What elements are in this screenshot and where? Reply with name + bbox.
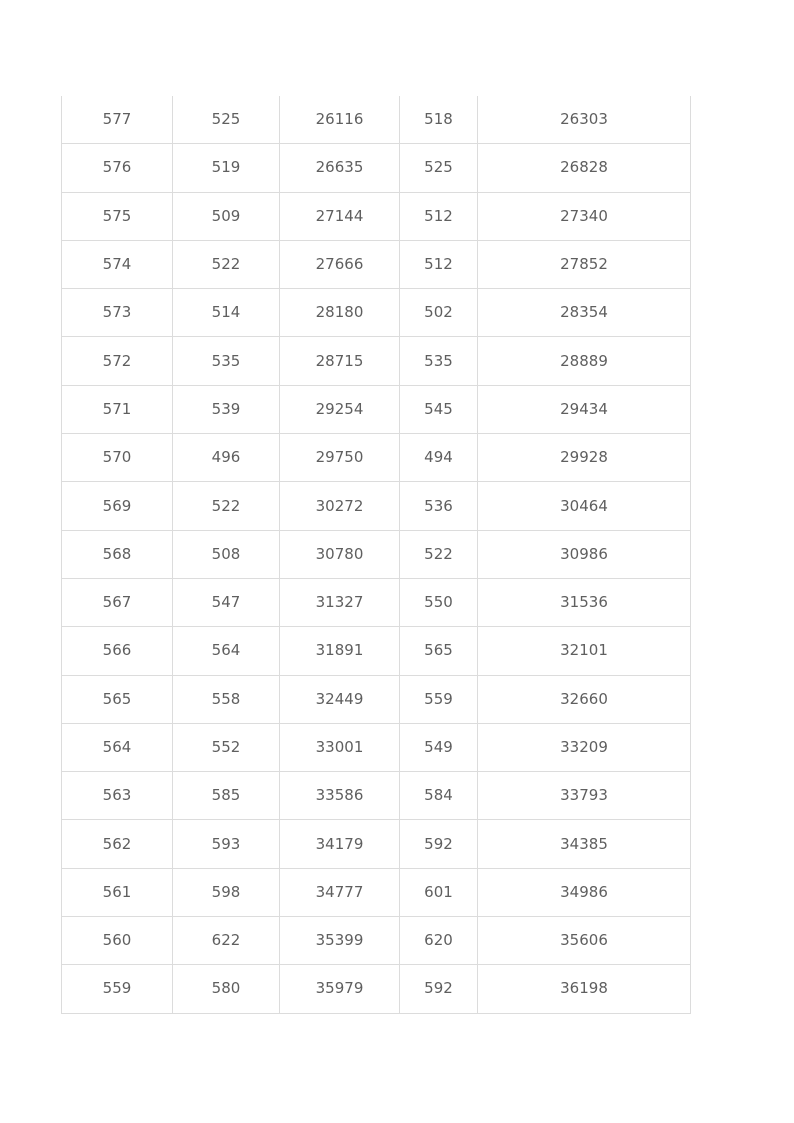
table-row	[62, 337, 691, 385]
cumulative-b-cell: 32660	[478, 675, 691, 723]
cumulative-b-cell: 29434	[478, 385, 691, 433]
table-row	[62, 723, 691, 771]
count-b-cell: 592	[400, 965, 478, 1013]
count-b-cell: 518	[400, 96, 478, 144]
table-row	[62, 530, 691, 578]
cumulative-a-cell: 28180	[280, 289, 400, 337]
table-row	[62, 192, 691, 240]
score-cell: 573	[62, 289, 173, 337]
count-a-cell: 535	[173, 337, 280, 385]
cumulative-b-cell: 30464	[478, 482, 691, 530]
score-cell: 572	[62, 337, 173, 385]
table-row	[62, 917, 691, 965]
count-a-cell: 525	[173, 96, 280, 144]
cumulative-b-cell: 35606	[478, 917, 691, 965]
cumulative-b-cell: 27852	[478, 240, 691, 288]
cumulative-b-cell: 34986	[478, 868, 691, 916]
cumulative-a-cell: 26635	[280, 144, 400, 192]
cumulative-a-cell: 33586	[280, 772, 400, 820]
score-cell: 563	[62, 772, 173, 820]
score-cell: 576	[62, 144, 173, 192]
cumulative-b-cell: 26303	[478, 96, 691, 144]
cumulative-b-cell: 32101	[478, 627, 691, 675]
score-cell: 567	[62, 578, 173, 626]
count-b-cell: 522	[400, 530, 478, 578]
count-b-cell: 525	[400, 144, 478, 192]
cumulative-a-cell: 28715	[280, 337, 400, 385]
cumulative-b-cell: 27340	[478, 192, 691, 240]
cumulative-b-cell: 28889	[478, 337, 691, 385]
count-a-cell: 509	[173, 192, 280, 240]
cumulative-a-cell: 26116	[280, 96, 400, 144]
count-a-cell: 552	[173, 723, 280, 771]
cumulative-a-cell: 32449	[280, 675, 400, 723]
score-cell: 570	[62, 434, 173, 482]
score-cell: 568	[62, 530, 173, 578]
table-row	[62, 144, 691, 192]
count-a-cell: 514	[173, 289, 280, 337]
count-b-cell: 494	[400, 434, 478, 482]
score-cell: 559	[62, 965, 173, 1013]
score-table	[61, 96, 691, 1014]
cumulative-a-cell: 34777	[280, 868, 400, 916]
score-cell: 569	[62, 482, 173, 530]
cumulative-b-cell: 30986	[478, 530, 691, 578]
table-row	[62, 868, 691, 916]
table-row	[62, 482, 691, 530]
cumulative-b-cell: 33793	[478, 772, 691, 820]
score-cell: 577	[62, 96, 173, 144]
table-row	[62, 627, 691, 675]
cumulative-b-cell: 29928	[478, 434, 691, 482]
count-a-cell: 622	[173, 917, 280, 965]
cumulative-a-cell: 31891	[280, 627, 400, 675]
table-row	[62, 434, 691, 482]
count-a-cell: 598	[173, 868, 280, 916]
count-b-cell: 502	[400, 289, 478, 337]
count-a-cell: 558	[173, 675, 280, 723]
cumulative-a-cell: 30272	[280, 482, 400, 530]
table-row	[62, 289, 691, 337]
cumulative-b-cell: 34385	[478, 820, 691, 868]
count-a-cell: 519	[173, 144, 280, 192]
count-b-cell: 565	[400, 627, 478, 675]
count-a-cell: 580	[173, 965, 280, 1013]
cumulative-a-cell: 35979	[280, 965, 400, 1013]
score-cell: 565	[62, 675, 173, 723]
score-cell: 561	[62, 868, 173, 916]
count-b-cell: 536	[400, 482, 478, 530]
cumulative-b-cell: 28354	[478, 289, 691, 337]
count-b-cell: 601	[400, 868, 478, 916]
count-b-cell: 512	[400, 240, 478, 288]
table-row	[62, 385, 691, 433]
table-row	[62, 96, 691, 144]
cumulative-a-cell: 31327	[280, 578, 400, 626]
table-row	[62, 240, 691, 288]
table-body	[62, 96, 691, 1013]
count-a-cell: 547	[173, 578, 280, 626]
score-cell: 571	[62, 385, 173, 433]
cumulative-b-cell: 33209	[478, 723, 691, 771]
cumulative-a-cell: 35399	[280, 917, 400, 965]
cumulative-a-cell: 34179	[280, 820, 400, 868]
score-cell: 562	[62, 820, 173, 868]
score-cell: 564	[62, 723, 173, 771]
table-row	[62, 820, 691, 868]
score-cell: 574	[62, 240, 173, 288]
count-b-cell: 550	[400, 578, 478, 626]
cumulative-a-cell: 27666	[280, 240, 400, 288]
count-b-cell: 584	[400, 772, 478, 820]
count-a-cell: 564	[173, 627, 280, 675]
cumulative-a-cell: 27144	[280, 192, 400, 240]
count-a-cell: 508	[173, 530, 280, 578]
table-row	[62, 675, 691, 723]
count-b-cell: 559	[400, 675, 478, 723]
cumulative-b-cell: 36198	[478, 965, 691, 1013]
count-a-cell: 522	[173, 240, 280, 288]
table-row	[62, 965, 691, 1013]
score-cell: 560	[62, 917, 173, 965]
table-row	[62, 772, 691, 820]
score-cell: 575	[62, 192, 173, 240]
count-b-cell: 549	[400, 723, 478, 771]
count-b-cell: 512	[400, 192, 478, 240]
count-a-cell: 585	[173, 772, 280, 820]
count-a-cell: 522	[173, 482, 280, 530]
cumulative-a-cell: 29750	[280, 434, 400, 482]
cumulative-b-cell: 31536	[478, 578, 691, 626]
count-a-cell: 593	[173, 820, 280, 868]
cumulative-b-cell: 26828	[478, 144, 691, 192]
cumulative-a-cell: 29254	[280, 385, 400, 433]
count-b-cell: 535	[400, 337, 478, 385]
count-b-cell: 592	[400, 820, 478, 868]
count-b-cell: 545	[400, 385, 478, 433]
cumulative-a-cell: 33001	[280, 723, 400, 771]
count-b-cell: 620	[400, 917, 478, 965]
table-row	[62, 578, 691, 626]
count-a-cell: 496	[173, 434, 280, 482]
count-a-cell: 539	[173, 385, 280, 433]
cumulative-a-cell: 30780	[280, 530, 400, 578]
score-cell: 566	[62, 627, 173, 675]
